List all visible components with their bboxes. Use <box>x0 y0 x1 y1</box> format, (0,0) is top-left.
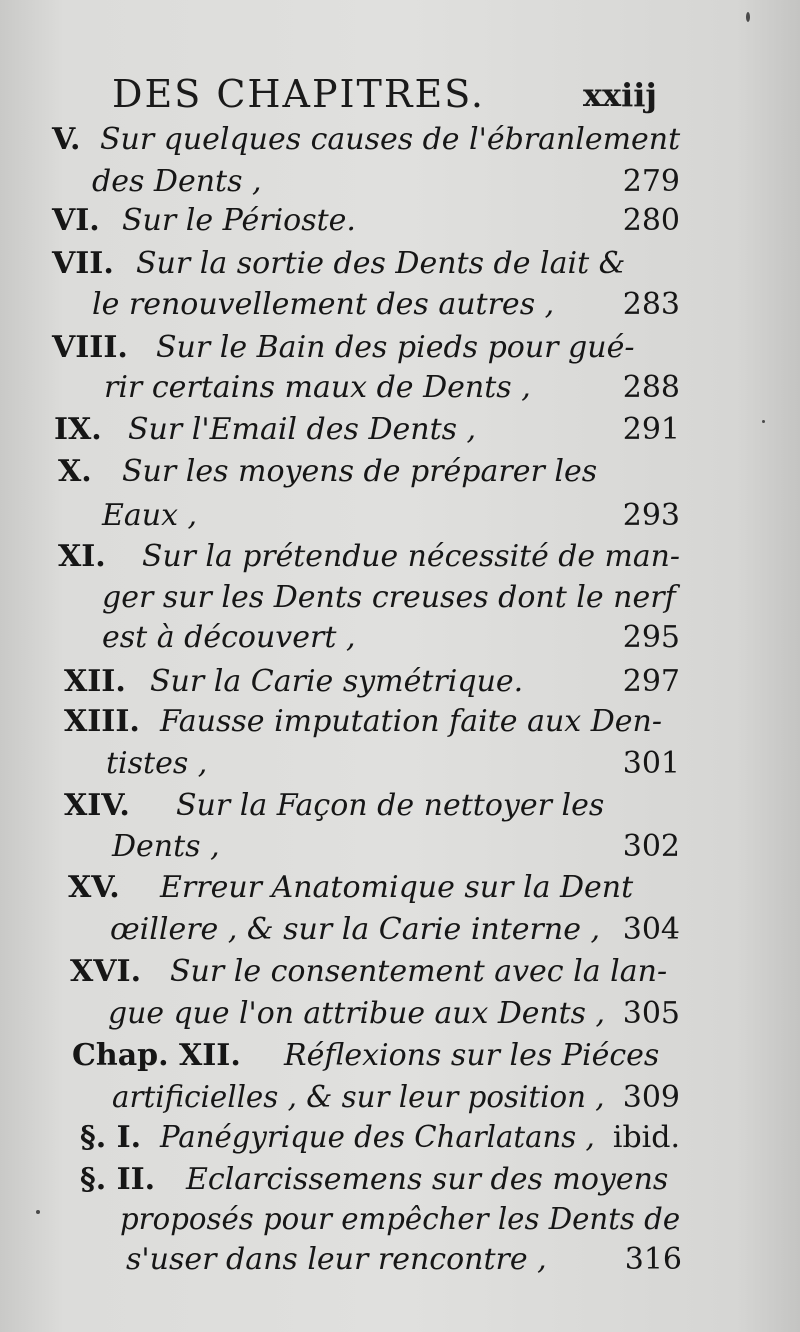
toc-line <box>0 160 800 204</box>
page-ref: 301 <box>622 746 680 781</box>
chapter-title: Erreur Anatomique sur la Dent <box>160 870 634 905</box>
chapter-number: XIII. <box>64 704 140 739</box>
page-ref: 293 <box>622 498 680 533</box>
toc-line <box>0 700 800 744</box>
page-title: DES CHAPITRES. <box>112 72 486 116</box>
toc-line <box>0 366 800 410</box>
page-ref: 305 <box>622 996 680 1031</box>
chapter-title: est à découvert , <box>102 620 356 655</box>
toc-line <box>0 283 800 327</box>
chapter-number: IX. <box>54 412 102 447</box>
chapter-title: des Dents , <box>92 164 262 199</box>
toc-line <box>0 326 800 370</box>
chapter-title: Eaux , <box>102 498 198 533</box>
toc-line <box>0 784 800 828</box>
chapter-title: Sur les moyens de préparer les <box>122 454 598 489</box>
chapter-number: VI. <box>52 203 100 238</box>
toc-line <box>0 1076 800 1120</box>
toc-line <box>0 576 800 620</box>
chapter-title: Panégyrique des Charlatans , <box>160 1120 595 1155</box>
toc-line <box>0 535 800 579</box>
chapter-number: VII. <box>52 246 114 281</box>
toc-line <box>0 118 800 162</box>
toc-line <box>0 1158 800 1202</box>
chapter-number: X. <box>58 454 92 489</box>
toc-line <box>0 1116 800 1160</box>
chapter-title: Sur la Carie symétrique. <box>150 664 524 699</box>
chapter-title: Sur quelques causes de l'ébranlement <box>100 122 681 157</box>
chapter-title: Sur le Périoste. <box>122 203 356 238</box>
chapter-title: Sur le consentement avec la lan- <box>170 954 668 989</box>
page-ref: 288 <box>622 370 680 405</box>
chapter-title: Dents , <box>112 829 220 864</box>
page-number: xxiij <box>582 76 657 114</box>
page-ref: 279 <box>622 164 680 199</box>
chapter-title: Sur la prétendue nécessité de man- <box>142 539 680 574</box>
chapter-title: le renouvellement des autres , <box>92 287 555 322</box>
toc-line <box>0 242 800 286</box>
toc-line <box>0 199 800 243</box>
chapter-number: XIV. <box>64 788 130 823</box>
page-ref: 297 <box>622 664 680 699</box>
toc-line <box>0 450 800 494</box>
chapter-title: proposés pour empêcher les Dents de <box>120 1202 681 1237</box>
chapter-number: VIII. <box>52 330 128 365</box>
toc-line <box>0 494 800 538</box>
chapter-title: Fausse imputation faite aux Den- <box>160 704 663 739</box>
chapter-title: tistes , <box>106 746 208 781</box>
chapter-title: Sur la Façon de nettoyer les <box>176 788 605 823</box>
toc-line <box>0 408 800 452</box>
page-ref: 316 <box>624 1242 682 1277</box>
chapter-number: Chap. XII. <box>72 1038 241 1073</box>
chapter-title: ger sur les Dents creuses dont le nerf <box>102 580 676 615</box>
toc-line <box>0 1034 800 1078</box>
page-ref: 295 <box>622 620 680 655</box>
chapter-title: Réflexions sur les Piéces <box>284 1038 660 1073</box>
chapter-title: gue que l'on attribue aux Dents , <box>108 996 605 1031</box>
page-ref: 302 <box>622 829 680 864</box>
chapter-title: Eclarcissemens sur des moyens <box>186 1162 669 1197</box>
chapter-number: XVI. <box>70 954 142 989</box>
chapter-title: artificielles , & sur leur position , <box>112 1080 605 1115</box>
chapter-title: Sur la sortie des Dents de lait & <box>136 246 626 281</box>
chapter-number: V. <box>52 122 81 157</box>
toc-line <box>0 825 800 869</box>
toc-line <box>0 616 800 660</box>
toc-line <box>0 742 800 786</box>
page-ref: 309 <box>622 1080 680 1115</box>
chapter-number: §. II. <box>80 1162 156 1197</box>
chapter-title: s'user dans leur rencontre , <box>126 1242 547 1277</box>
page-ref: 283 <box>622 287 680 322</box>
page-ref: ibid. <box>612 1120 680 1155</box>
page-ref: 291 <box>622 412 680 447</box>
toc-line <box>0 1238 800 1282</box>
chapter-number: XI. <box>58 539 106 574</box>
chapter-title: Sur le Bain des pieds pour gué- <box>156 330 635 365</box>
page-ref: 280 <box>622 203 680 238</box>
chapter-title: œillere , & sur la Carie interne , <box>110 912 601 947</box>
chapter-number: XV. <box>68 870 120 905</box>
chapter-number: XII. <box>64 664 126 699</box>
toc-line <box>0 866 800 910</box>
chapter-title: rir certains maux de Dents , <box>104 370 531 405</box>
toc-line <box>0 950 800 994</box>
toc-line <box>0 908 800 952</box>
chapter-title: Sur l'Email des Dents , <box>128 412 477 447</box>
chapter-number: §. I. <box>80 1120 142 1155</box>
toc-line <box>0 660 800 704</box>
page-ref: 304 <box>622 912 680 947</box>
toc-line <box>0 992 800 1036</box>
toc-line <box>0 1198 800 1242</box>
